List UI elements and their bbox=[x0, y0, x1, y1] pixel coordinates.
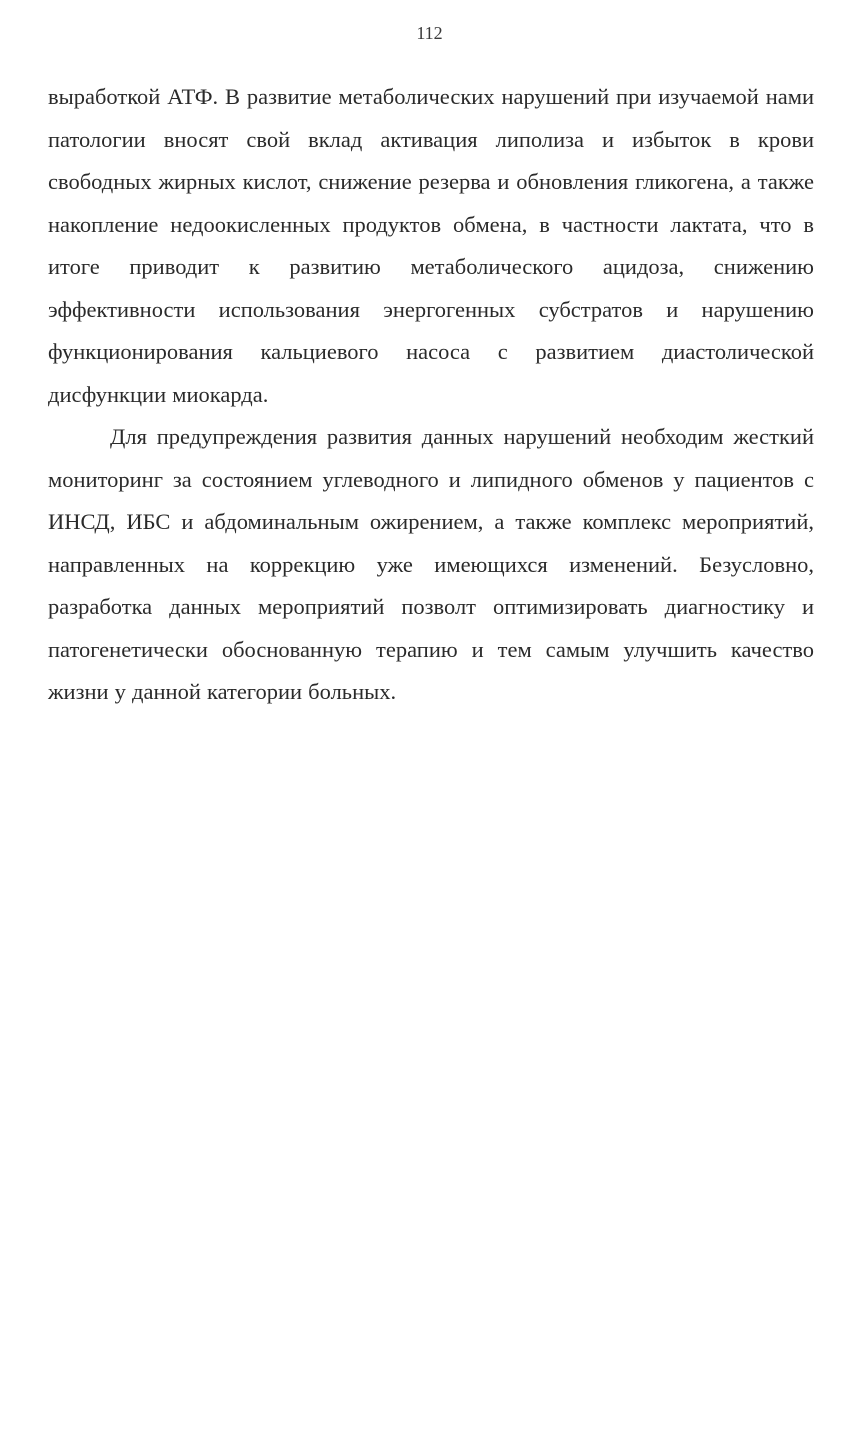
paragraph-continuation: выработкой АТФ. В развитие метаболических нарушений при изучаемой нами патологии вносят свой вклад активация липолиза и избыток в крови свободных жирных кислот, снижение резерва и обновления гликогена, а также накопление недоокисленных продуктов обмена, в частности лактата, что в итоге приводит к развитию метаболического ацидоза, снижению эффективности использования энергогенных субстратов и нарушению функционирования кальциевого насоса с развитием диастолической дисфункции миокарда. bbox=[48, 84, 814, 407]
body-text bbox=[48, 76, 814, 714]
paragraph-conclusion: Для предупреждения развития данных нарушений необходим жесткий мониторинг за состоянием углеводного и липидного обменов у пациентов с ИНСД, ИБС и абдоминальным ожирением, а также комплекс мероприятий, направленных на коррекцию уже имеющихся изменений. Безусловно, разработка данных мероприятий позволт оптимизировать диагностику и патогенетически обоснованную терапию и тем самым улучшить качество жизни у данной категории больных. bbox=[48, 424, 814, 704]
page-number: 112 bbox=[416, 23, 443, 43]
